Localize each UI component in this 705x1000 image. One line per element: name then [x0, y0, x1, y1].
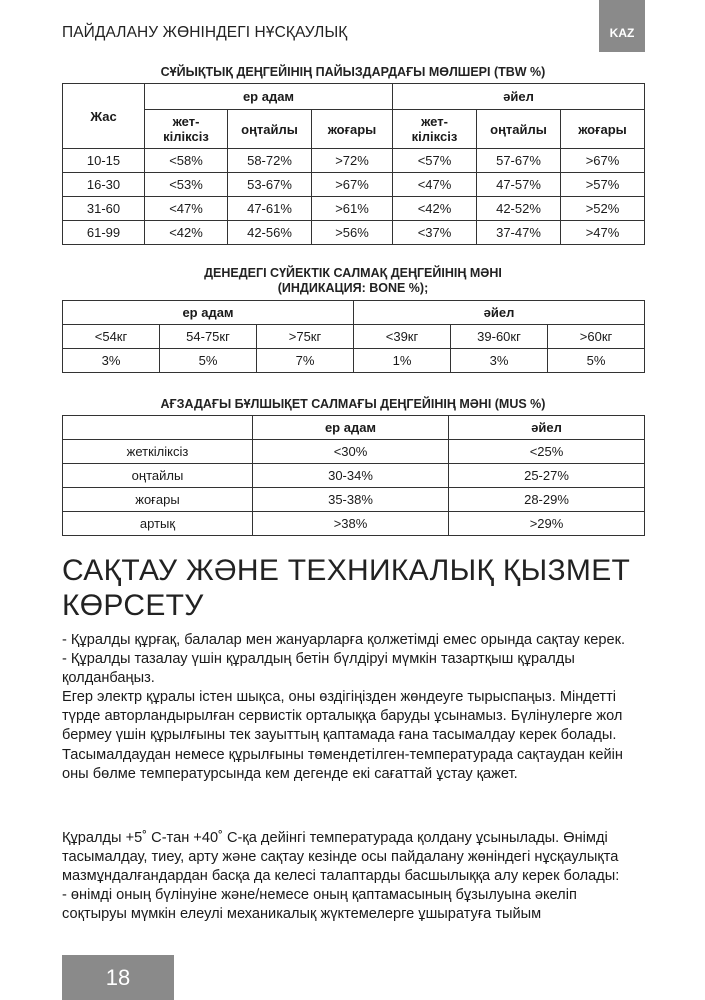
age-range-cell: 61-99: [63, 221, 145, 245]
weight-range-cell: >60кг: [548, 325, 645, 349]
value-cell: 3%: [63, 349, 160, 373]
section-title: САҚТАУ ЖӘНЕ ТЕХНИКАЛЫҚ ҚЫЗМЕТ КӨРСЕТУ: [62, 554, 631, 622]
value-cell: <42%: [145, 221, 228, 245]
water-table-caption: СҰЙЫҚТЫҚ ДЕҢГЕЙІНІҢ ПАЙЫЗДАРДАҒЫ МӨЛШЕРІ (TBW %): [160, 65, 546, 79]
value-cell: 42-52%: [477, 197, 561, 221]
value-cell: 37-47%: [477, 221, 561, 245]
value-cell: >67%: [312, 173, 393, 197]
male-group-header: ер адам: [145, 84, 393, 110]
level-label-cell: оңтайлы: [63, 464, 253, 488]
water-level-table: [62, 83, 645, 245]
value-cell: 42-56%: [228, 221, 312, 245]
age-range-cell: 31-60: [63, 197, 145, 221]
value-cell: >56%: [312, 221, 393, 245]
muscle-table-caption: АҒЗАДАҒЫ БҰЛШЫҚЕТ САЛМАҒЫ ДЕҢГЕЙІНІҢ МӘНІ (MUS %): [160, 397, 546, 411]
male-group-header: ер адам: [253, 416, 449, 440]
table-row: [63, 488, 645, 512]
female-group-header: әйел: [449, 416, 645, 440]
level-subheader: жет- кіліксіз: [145, 110, 228, 149]
value-cell: <30%: [253, 440, 449, 464]
value-cell: >29%: [449, 512, 645, 536]
level-subheader: жет- кіліксіз: [393, 110, 477, 149]
value-cell: >52%: [561, 197, 645, 221]
temperature-paragraph: Құралды +5˚ С-тан +40˚ С-қа дейінгі температурада қолдану ұсынылады. Өнімді тасымалдау, тиеу, арту және сақтау кезінде осы пайдалану жөніндегі нұсқаулықта мазмұндалғандардан басқа да келесі талаптарды басшылыққа алу керек болады: - өнімді оның бүлінуіне және/немесе оның қаптамасының бұзылуына әкеліп соқтыруы мүмкін елеулі механикалық жүктемелерге ұшыратуға тыйым: [62, 830, 620, 923]
value-cell: >47%: [561, 221, 645, 245]
value-cell: 28-29%: [449, 488, 645, 512]
table-row: [63, 464, 645, 488]
table-row: [63, 221, 645, 245]
level-subheader: оңтайлы: [228, 110, 312, 149]
value-cell: 57-67%: [477, 149, 561, 173]
value-cell: 58-72%: [228, 149, 312, 173]
value-cell: 53-67%: [228, 173, 312, 197]
level-subheader: жоғары: [312, 110, 393, 149]
value-cell: <37%: [393, 221, 477, 245]
bone-table-caption: ДЕНЕДЕГІ СҮЙЕКТІК САЛМАҚ ДЕҢГЕЙІНІҢ МӘНІ (ИНДИКАЦИЯ: BONE %);: [204, 266, 502, 295]
weight-range-cell: 54-75кг: [160, 325, 257, 349]
value-cell: <25%: [449, 440, 645, 464]
table-row: [63, 197, 645, 221]
value-cell: >67%: [561, 149, 645, 173]
age-range-cell: 16-30: [63, 173, 145, 197]
value-cell: 47-61%: [228, 197, 312, 221]
value-cell: 25-27%: [449, 464, 645, 488]
storage-paragraph: - Құралды құрғақ, балалар мен жануарларға қолжетімді емес орында сақтау керек. - Құралды тазалау үшін құралдың бетін бүлдіруі мүмкін тазартқыш құралды қолданбаңыз. Егер электр құралы істен шықса, оны өздігіңізден жөндеуге тырыспаңыз. Міндетті түрде авторландырылған сервистік орталыққа баруды ұсынамыз. Бүлінулерге жол бермеу үшін құрылғыны тек зауыттың қаптамада ғана тасымалдау керек болады. Тасымалдаудан немесе құрылғыны төмендетілген-температурада сақтаудан кейін оны бөлме температурсында кем дегенде екі сағаттай ұстау қажет.: [62, 632, 626, 782]
value-cell: <57%: [393, 149, 477, 173]
age-range-cell: 10-15: [63, 149, 145, 173]
value-cell: <58%: [145, 149, 228, 173]
value-cell: 5%: [548, 349, 645, 373]
language-tab: KAZ: [599, 0, 645, 52]
value-cell: <42%: [393, 197, 477, 221]
value-cell: >61%: [312, 197, 393, 221]
value-cell: <47%: [393, 173, 477, 197]
table-row: [63, 512, 645, 536]
bone-mass-table: [62, 300, 645, 373]
table-row: [63, 440, 645, 464]
table-row: [63, 149, 645, 173]
muscle-mass-table: [62, 415, 645, 536]
value-cell: 1%: [354, 349, 451, 373]
value-cell: 35-38%: [253, 488, 449, 512]
running-header-title: ПАЙДАЛАНУ ЖӨНІНДЕГІ НҰСҚАУЛЫҚ: [62, 24, 348, 41]
value-cell: <53%: [145, 173, 228, 197]
level-label-cell: жоғары: [63, 488, 253, 512]
female-group-header: әйел: [354, 301, 645, 325]
value-cell: <47%: [145, 197, 228, 221]
level-label-cell: артық: [63, 512, 253, 536]
weight-range-cell: <54кг: [63, 325, 160, 349]
table-row: [63, 173, 645, 197]
male-group-header: ер адам: [63, 301, 354, 325]
value-cell: 7%: [257, 349, 354, 373]
level-subheader: жоғары: [561, 110, 645, 149]
level-label-cell: жеткіліксіз: [63, 440, 253, 464]
empty-header-cell: [63, 416, 253, 440]
weight-range-cell: <39кг: [354, 325, 451, 349]
value-cell: >38%: [253, 512, 449, 536]
age-header: Жас: [63, 84, 145, 149]
page-number: 18: [62, 955, 174, 1000]
value-cell: >57%: [561, 173, 645, 197]
weight-range-cell: >75кг: [257, 325, 354, 349]
weight-range-cell: 39-60кг: [451, 325, 548, 349]
value-cell: 5%: [160, 349, 257, 373]
value-cell: 3%: [451, 349, 548, 373]
value-cell: 30-34%: [253, 464, 449, 488]
level-subheader: оңтайлы: [477, 110, 561, 149]
value-cell: >72%: [312, 149, 393, 173]
female-group-header: әйел: [393, 84, 645, 110]
value-cell: 47-57%: [477, 173, 561, 197]
